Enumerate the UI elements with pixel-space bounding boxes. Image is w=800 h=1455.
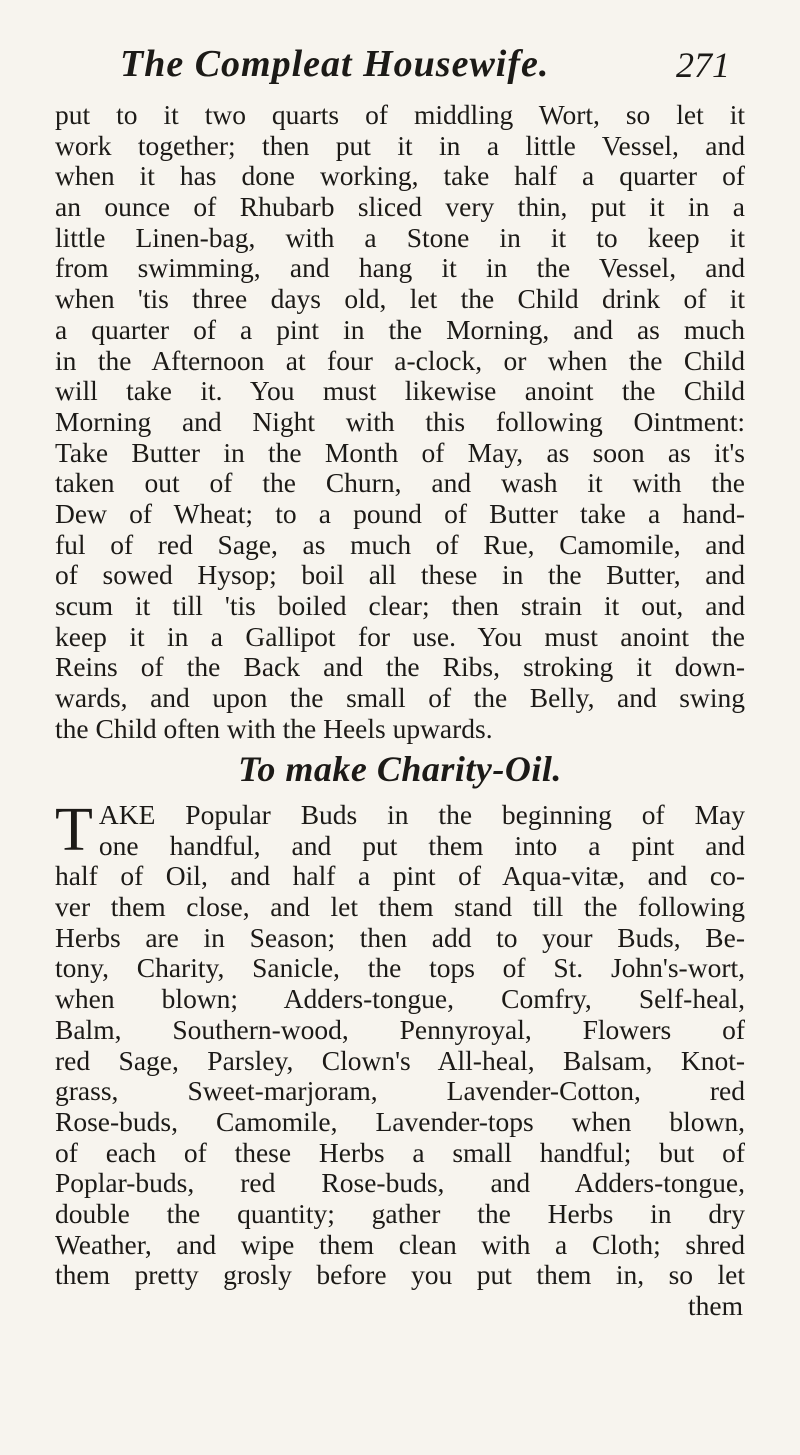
text-line: when 'tis three days old, let the Child drink of it [55, 284, 745, 315]
text-line: Rose-buds, Camomile, Lavender-tops when blown, [55, 1106, 745, 1137]
text-line: of sowed Hysop; boil all these in the Butter, and [55, 560, 745, 591]
text-line: wards, and upon the small of the Belly, and swing [55, 683, 745, 714]
recipe-body [55, 796, 745, 1322]
text-line: Poplar-buds, red Rose-buds, and Adders-tongue, [55, 1168, 745, 1199]
text-line: ful of red Sage, as much of Rue, Camomile, and [55, 529, 745, 560]
text-line: Dew of Wheat; to a pound of Butter take a hand- [55, 498, 745, 529]
running-title: The Compleat Housewife. [120, 43, 550, 85]
drop-cap: T [55, 796, 93, 864]
text-line: work together; then put it in a little Vessel, and [55, 130, 745, 161]
text-line: tony, Charity, Sanicle, the tops of St. John's-wort, [55, 953, 745, 984]
text-line: a quarter of a pint in the Morning, and as much [55, 314, 745, 345]
recipe-heading: To make Charity-Oil. [238, 749, 562, 789]
text-line: when blown; Adders-tongue, Comfry, Self-heal, [55, 984, 745, 1015]
text-line: in the Afternoon at four a-clock, or when the Child [55, 345, 745, 376]
text-line: from swimming, and hang it in the Vessel, and [55, 253, 745, 284]
text-line: scum it till 'tis boiled clear; then strain it out, and [55, 591, 745, 621]
text-line: the Child often with the Heels upwards. [55, 713, 493, 744]
text-line: keep it in a Gallipot for use. You must anoint the [55, 621, 745, 652]
text-line: half of Oil, and half a pint of Aqua-vitæ, and co- [55, 861, 745, 892]
text-line: Reins of the Back and the Ribs, stroking it down- [55, 652, 745, 683]
catchword: them [688, 1290, 743, 1321]
text-line: ver them close, and let them stand till the following [55, 892, 745, 923]
text-line: Herbs are in Season; then add to your Buds, Be- [55, 922, 745, 953]
text-line: Take Butter in the Month of May, as soon as it's [55, 437, 745, 468]
text-line: when it has done working, take half a quarter of [55, 161, 745, 192]
text-line: will take it. You must likewise anoint the Child [55, 376, 745, 407]
text-line: taken out of the Churn, and wash it with the [55, 468, 745, 499]
page-number: 271 [676, 45, 730, 85]
text-line: Balm, Southern-wood, Pennyroyal, Flowers of [55, 1014, 745, 1045]
text-line: one handful, and put them into a pint and [98, 830, 745, 861]
text-line: red Sage, Parsley, Clown's All-heal, Balsam, Knot- [55, 1045, 745, 1076]
text-line: of each of these Herbs a small handful; but of [55, 1137, 745, 1168]
text-line: double the quantity; gather the Herbs in dry [55, 1198, 745, 1229]
text-line: AKE Popular Buds in the beginning of May [98, 800, 745, 830]
text-line: them pretty grosly before you put them in, so let [55, 1260, 745, 1291]
text-line: Weather, and wipe them clean with a Cloth; shred [55, 1229, 745, 1260]
text-line: grass, Sweet-marjoram, Lavender-Cotton, red [55, 1076, 745, 1107]
page-header [120, 42, 740, 92]
text-line: an ounce of Rhubarb sliced very thin, put it in a [55, 192, 745, 223]
text-line: little Linen-bag, with a Stone in it to keep it [55, 222, 745, 253]
paragraph-continuation [55, 100, 745, 744]
text-line: put to it two quarts of middling Wort, so let it [55, 100, 745, 130]
text-line: Morning and Night with this following Ointment: [55, 406, 745, 437]
